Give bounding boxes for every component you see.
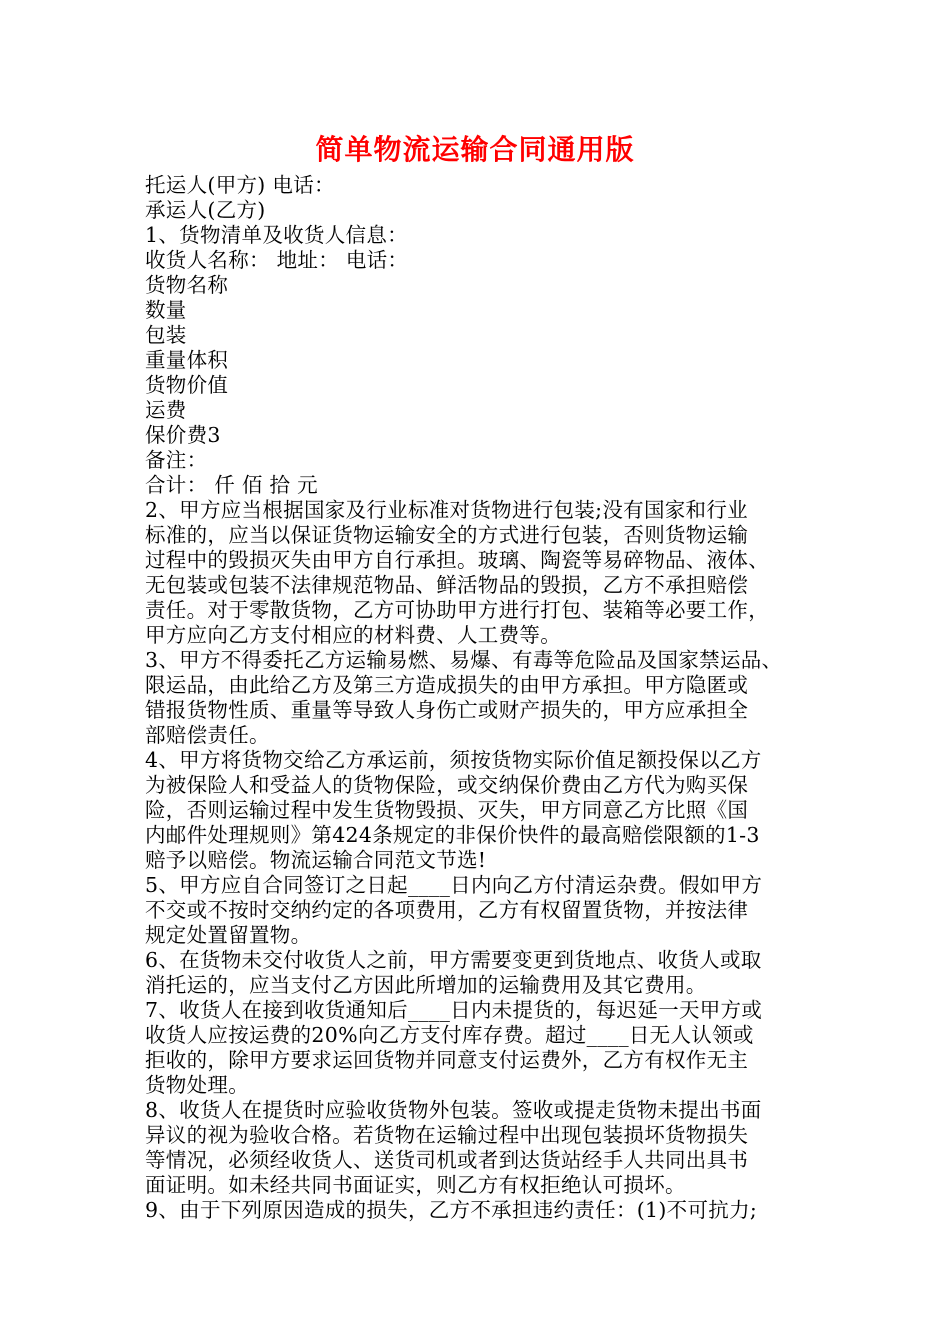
text-line: 合计： 仟 佰 拾 元 [145, 473, 318, 497]
text-line: 重量体积 [145, 348, 229, 372]
text-line: 2、甲方应当根据国家及行业标准对货物进行包装;没有国家和行业 [145, 498, 748, 522]
text-line: 备注： [145, 448, 208, 472]
text-line: 拒收的，除甲方要求运回货物并同意支付运费外，乙方有权作无主 [145, 1048, 749, 1072]
text-line: 甲方应向乙方支付相应的材料费、人工费等。 [145, 623, 561, 647]
text-line: 内邮件处理规则》第424条规定的非保价快件的最高赔偿限额的1-3 [145, 823, 760, 847]
text-line: 责任。对于零散货物，乙方可协助甲方进行打包、装箱等必要工作， [145, 598, 769, 622]
text-line: 3、甲方不得委托乙方运输易燃、易爆、有毒等危险品及国家禁运品、 [145, 648, 783, 672]
text-line: 部赔偿责任。 [145, 723, 270, 747]
text-line: 6、在货物未交付收货人之前，甲方需要变更到货地点、收货人或取 [145, 948, 762, 972]
text-line: 无包装或包装不法律规范物品、鲜活物品的毁损，乙方不承担赔偿 [145, 573, 749, 597]
document-title: 简单物流运输合同通用版 [315, 133, 635, 166]
text-line: 等情况，必须经收货人、送货司机或者到达货站经手人共同出具书 [145, 1148, 749, 1172]
text-line: 过程中的毁损灭失由甲方自行承担。玻璃、陶瓷等易碎物品、液体、 [145, 548, 769, 572]
text-line: 收货人名称： 地址： 电话： [145, 248, 409, 272]
text-line: 收货人应按运费的20%向乙方支付库存费。超过____日无人认领或 [145, 1023, 754, 1047]
text-line: 4、甲方将货物交给乙方承运前，须按货物实际价值足额投保以乙方 [145, 748, 762, 772]
text-line: 货物名称 [145, 273, 229, 297]
text-line: 货物处理。 [145, 1073, 249, 1097]
text-line: 运费 [145, 398, 187, 422]
text-line: 为被保险人和受益人的货物保险，或交纳保价费由乙方代为购买保 [145, 773, 749, 797]
text-line: 1、货物清单及收货人信息： [145, 223, 408, 247]
text-line: 标准的，应当以保证货物运输安全的方式进行包装，否则货物运输 [145, 523, 749, 547]
text-line: 异议的视为验收合格。若货物在运输过程中出现包装损坏货物损失 [145, 1123, 749, 1147]
text-line: 包装 [145, 323, 187, 347]
text-line: 消托运的，应当支付乙方因此所增加的运输费用及其它费用。 [145, 973, 707, 997]
text-line: 规定处置留置物。 [145, 923, 312, 947]
text-line: 承运人(乙方) [145, 198, 266, 222]
text-line: 赔予以赔偿。物流运输合同范文节选! [145, 848, 487, 872]
text-line: 7、收货人在接到收货通知后____日内未提货的，每迟延一天甲方或 [145, 998, 763, 1022]
text-line: 不交或不按时交纳约定的各项费用，乙方有权留置货物，并按法律 [145, 898, 749, 922]
text-line: 面证明。如未经共同书面证实，则乙方有权拒绝认可损坏。 [145, 1173, 686, 1197]
text-line: 8、收货人在提货时应验收货物外包装。签收或提走货物未提出书面 [145, 1098, 762, 1122]
text-line: 错报货物性质、重量等导致人身伤亡或财产损失的，甲方应承担全 [145, 698, 749, 722]
text-line: 5、甲方应自合同签订之日起____日内向乙方付清运杂费。假如甲方 [145, 873, 763, 897]
text-line: 货物价值 [145, 373, 229, 397]
text-line: 险，否则运输过程中发生货物毁损、灭失，甲方同意乙方比照《国 [145, 798, 749, 822]
document-body [145, 173, 811, 1223]
text-line: 9、由于下列原因造成的损失，乙方不承担违约责任：(1)不可抗力; [145, 1198, 758, 1222]
text-line: 限运品，由此给乙方及第三方造成损失的由甲方承担。甲方隐匿或 [145, 673, 749, 697]
text-line: 托运人(甲方) 电话： [145, 173, 335, 197]
text-line: 数量 [145, 298, 187, 322]
text-line: 保价费3 [145, 423, 221, 447]
